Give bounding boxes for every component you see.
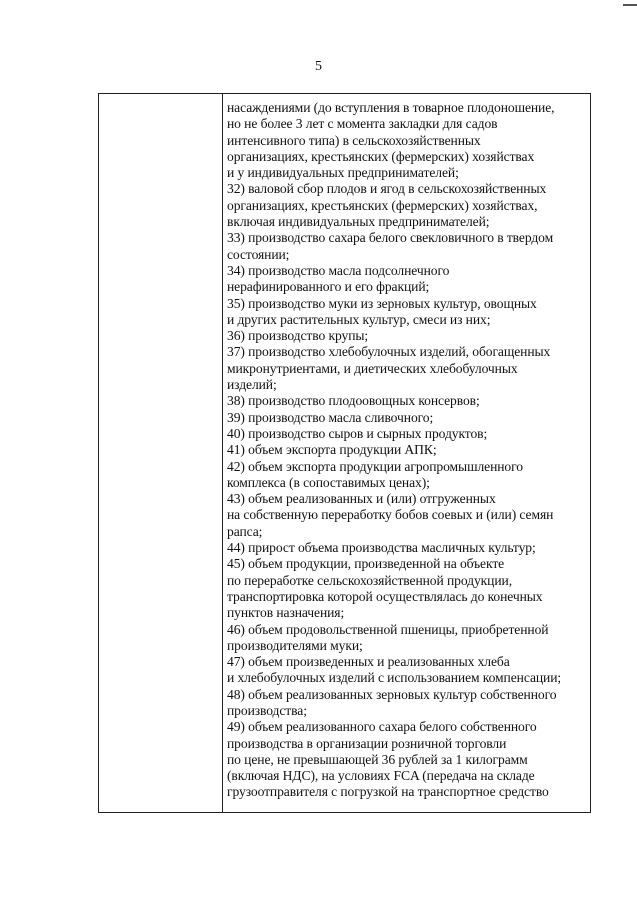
text-line: и у индивидуальных предпринимателей; [227, 165, 459, 181]
text-line: 36) производство крупы; [227, 328, 369, 344]
text-line: по цене, не превышающей 36 рублей за 1 килограмм [227, 751, 528, 767]
text-line: 32) валовой сбор плодов и ягод в сельскохозяйственных [227, 181, 547, 197]
text-line: и хлебобулочных изделий с использованием компенсации; [227, 670, 562, 686]
scan-edge-mark [623, 4, 637, 6]
text-line: 46) объем продовольственной пшеницы, приобретенной [227, 621, 549, 637]
page-number: 5 [315, 59, 322, 74]
text-line: транспортировка которой осуществлялась до конечных [227, 588, 543, 604]
text-line: состоянии; [227, 246, 290, 262]
table-row [99, 94, 591, 813]
table-cell-left [99, 94, 223, 813]
text-line: по переработке сельскохозяйственной продукции, [227, 572, 512, 588]
text-line: интенсивного типа) в сельскохозяйственных [227, 132, 481, 148]
text-line: 33) производство сахара белого свекловичного в твердом [227, 230, 554, 246]
text-line: 37) производство хлебобулочных изделий, обогащенных [227, 344, 551, 360]
text-line: 34) производство масла подсолнечного [227, 262, 450, 278]
text-line: включая индивидуальных предпринимателей; [227, 214, 490, 230]
text-line: насаждениями (до вступления в товарное плодоношение, [227, 100, 555, 115]
text-line: и других растительных культур, смеси из них; [227, 311, 491, 327]
text-line: пунктов назначения; [227, 605, 345, 621]
text-line: 38) производство плодоовощных консервов; [227, 393, 480, 409]
text-line: производства в организации розничной торговли [227, 735, 507, 751]
text-line: грузоотправителя с погрузкой на транспортное средство [227, 784, 549, 800]
text-line: рапса; [227, 523, 263, 539]
text-line: но не более 3 лет с момента закладки для садов [227, 116, 498, 132]
text-line: 47) объем произведенных и реализованных хлеба [227, 654, 510, 670]
text-line: 40) производство сыров и сырных продуктов; [227, 425, 488, 441]
content-table [98, 93, 591, 813]
text-line: 39) производство масла сливочного; [227, 409, 434, 425]
text-line: (включая НДС), на условиях FCA (передача на складе [227, 768, 535, 784]
text-line: на собственную переработку бобов соевых и (или) семян [227, 507, 554, 523]
text-line: нерафинированного и его фракций; [227, 279, 430, 295]
text-line: производства; [227, 702, 307, 718]
text-line: 44) прирост объема производства масличных культур; [227, 540, 536, 556]
text-line: 41) объем экспорта продукции АПК; [227, 442, 437, 458]
text-line: микронутриентами, и диетических хлебобулочных [227, 360, 518, 376]
text-line: 42) объем экспорта продукции агропромышленного [227, 458, 523, 474]
text-line: 43) объем реализованных и (или) отгруженных [227, 491, 496, 507]
text-line: изделий; [227, 377, 277, 393]
text-line: 35) производство муки из зерновых культур, овощных [227, 295, 537, 311]
text-line: производителями муки; [227, 637, 363, 653]
text-line: 48) объем реализованных зерновых культур собственного [227, 686, 557, 702]
text-line: организациях, крестьянских (фермерских) хозяйствах [227, 148, 535, 164]
table-cell-right [223, 94, 591, 813]
text-line: комплекса (в сопоставимых ценах); [227, 474, 430, 490]
text-line: организациях, крестьянских (фермерских) хозяйствах, [227, 197, 538, 213]
text-line: 45) объем продукции, произведенной на объекте [227, 556, 505, 572]
text-line: 49) объем реализованного сахара белого собственного [227, 719, 537, 735]
indicator-list [223, 94, 590, 801]
